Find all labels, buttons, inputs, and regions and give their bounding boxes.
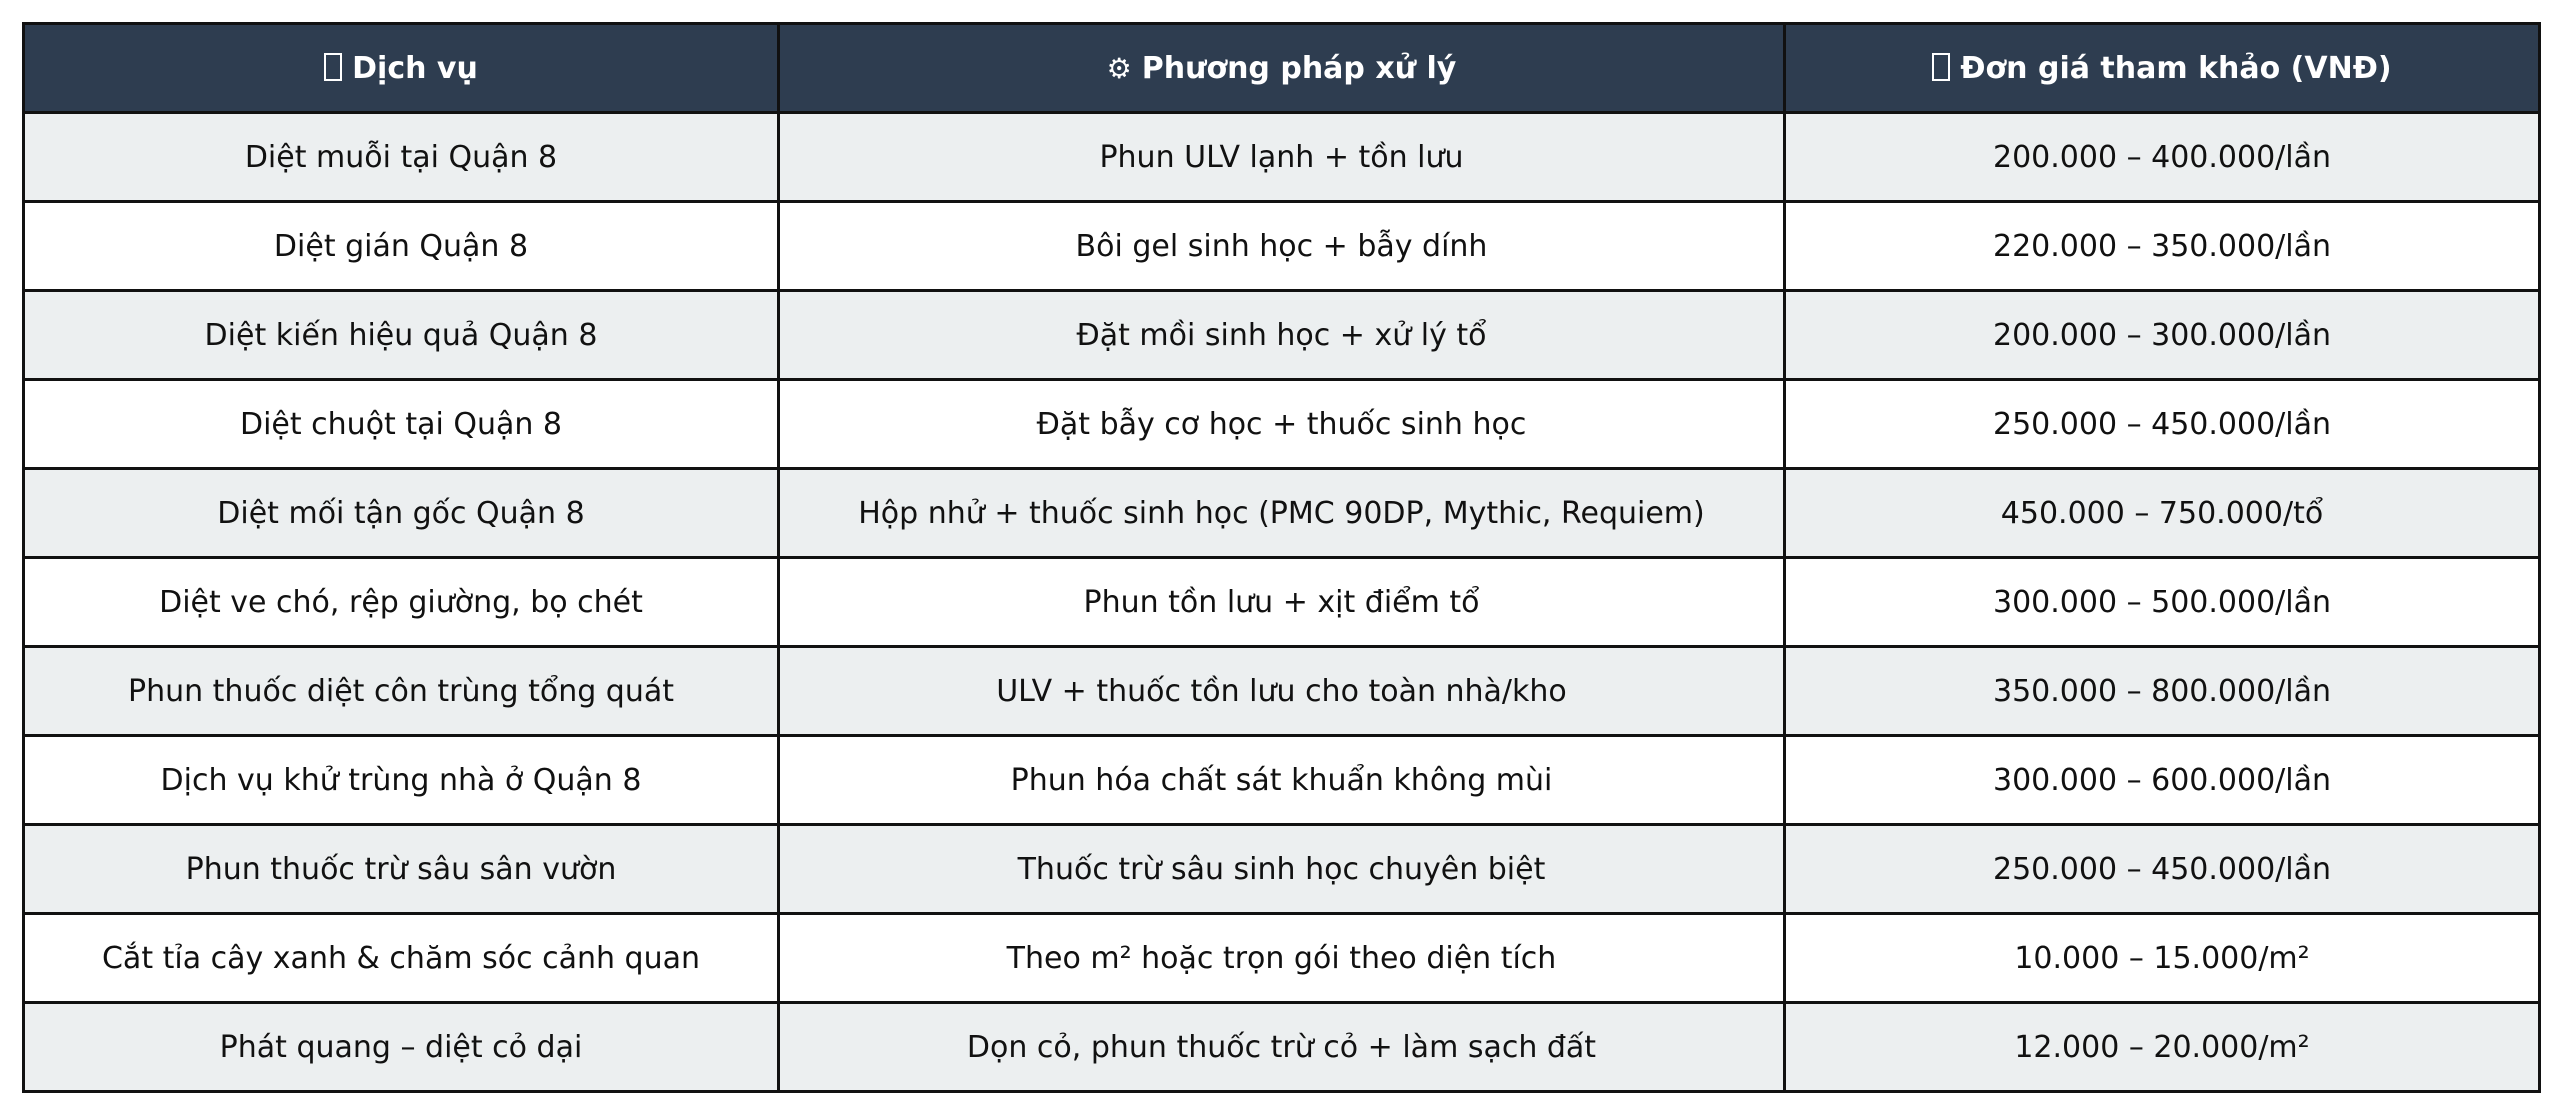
cell-method: Hộp nhử + thuốc sinh học (PMC 90DP, Mythic, Requiem) — [779, 469, 1785, 558]
price-table — [22, 22, 2541, 1093]
table-row — [24, 558, 2540, 647]
cell-method: Phun ULV lạnh + tồn lưu — [779, 113, 1785, 202]
cell-price: 250.000 – 450.000/lần — [1785, 380, 2540, 469]
table-row — [24, 825, 2540, 914]
cell-service: Diệt kiến hiệu quả Quận 8 — [24, 291, 779, 380]
cell-price: 350.000 – 800.000/lần — [1785, 647, 2540, 736]
cell-service: Dịch vụ khử trùng nhà ở Quận 8 — [24, 736, 779, 825]
header-price-label: Đơn giá tham khảo (VNĐ) — [1960, 50, 2392, 86]
cell-service: Diệt gián Quận 8 — [24, 202, 779, 291]
cell-price: 300.000 – 500.000/lần — [1785, 558, 2540, 647]
cell-method: Đặt bẫy cơ học + thuốc sinh học — [779, 380, 1785, 469]
cell-method: Theo m² hoặc trọn gói theo diện tích — [779, 914, 1785, 1003]
table-row — [24, 914, 2540, 1003]
cell-service: Phát quang – diệt cỏ dại — [24, 1003, 779, 1092]
cell-service: Diệt mối tận gốc Quận 8 — [24, 469, 779, 558]
cell-price: 10.000 – 15.000/m² — [1785, 914, 2540, 1003]
table-row — [24, 113, 2540, 202]
cell-price: 220.000 – 350.000/lần — [1785, 202, 2540, 291]
box-icon — [324, 51, 342, 86]
cell-method: Dọn cỏ, phun thuốc trừ cỏ + làm sạch đất — [779, 1003, 1785, 1092]
table-row — [24, 1003, 2540, 1092]
cell-method: Đặt mồi sinh học + xử lý tổ — [779, 291, 1785, 380]
table-row — [24, 469, 2540, 558]
cell-service: Diệt muỗi tại Quận 8 — [24, 113, 779, 202]
header-service-label: Dịch vụ — [352, 50, 478, 86]
table-row — [24, 736, 2540, 825]
cell-method: Phun hóa chất sát khuẩn không mùi — [779, 736, 1785, 825]
cell-price: 200.000 – 300.000/lần — [1785, 291, 2540, 380]
cell-method: Bôi gel sinh học + bẫy dính — [779, 202, 1785, 291]
box-icon — [1932, 51, 1950, 86]
cell-price: 300.000 – 600.000/lần — [1785, 736, 2540, 825]
header-method — [779, 24, 1785, 113]
table-body — [24, 113, 2540, 1092]
header-method-label: Phương pháp xử lý — [1141, 50, 1457, 86]
cell-method: Phun tồn lưu + xịt điểm tổ — [779, 558, 1785, 647]
header-price — [1785, 24, 2540, 113]
table-row — [24, 647, 2540, 736]
cell-price: 12.000 – 20.000/m² — [1785, 1003, 2540, 1092]
cell-service: Diệt chuột tại Quận 8 — [24, 380, 779, 469]
table-row — [24, 202, 2540, 291]
cell-price: 250.000 – 450.000/lần — [1785, 825, 2540, 914]
cell-price: 200.000 – 400.000/lần — [1785, 113, 2540, 202]
price-table-container — [22, 22, 2538, 1093]
gear-icon: ⚙ — [1106, 51, 1132, 85]
cell-service: Phun thuốc diệt côn trùng tổng quát — [24, 647, 779, 736]
cell-method: ULV + thuốc tồn lưu cho toàn nhà/kho — [779, 647, 1785, 736]
cell-method: Thuốc trừ sâu sinh học chuyên biệt — [779, 825, 1785, 914]
cell-service: Phun thuốc trừ sâu sân vườn — [24, 825, 779, 914]
cell-service: Cắt tỉa cây xanh & chăm sóc cảnh quan — [24, 914, 779, 1003]
table-row — [24, 380, 2540, 469]
cell-price: 450.000 – 750.000/tổ — [1785, 469, 2540, 558]
cell-service: Diệt ve chó, rệp giường, bọ chét — [24, 558, 779, 647]
header-service — [24, 24, 779, 113]
header-row — [24, 24, 2540, 113]
table-row — [24, 291, 2540, 380]
